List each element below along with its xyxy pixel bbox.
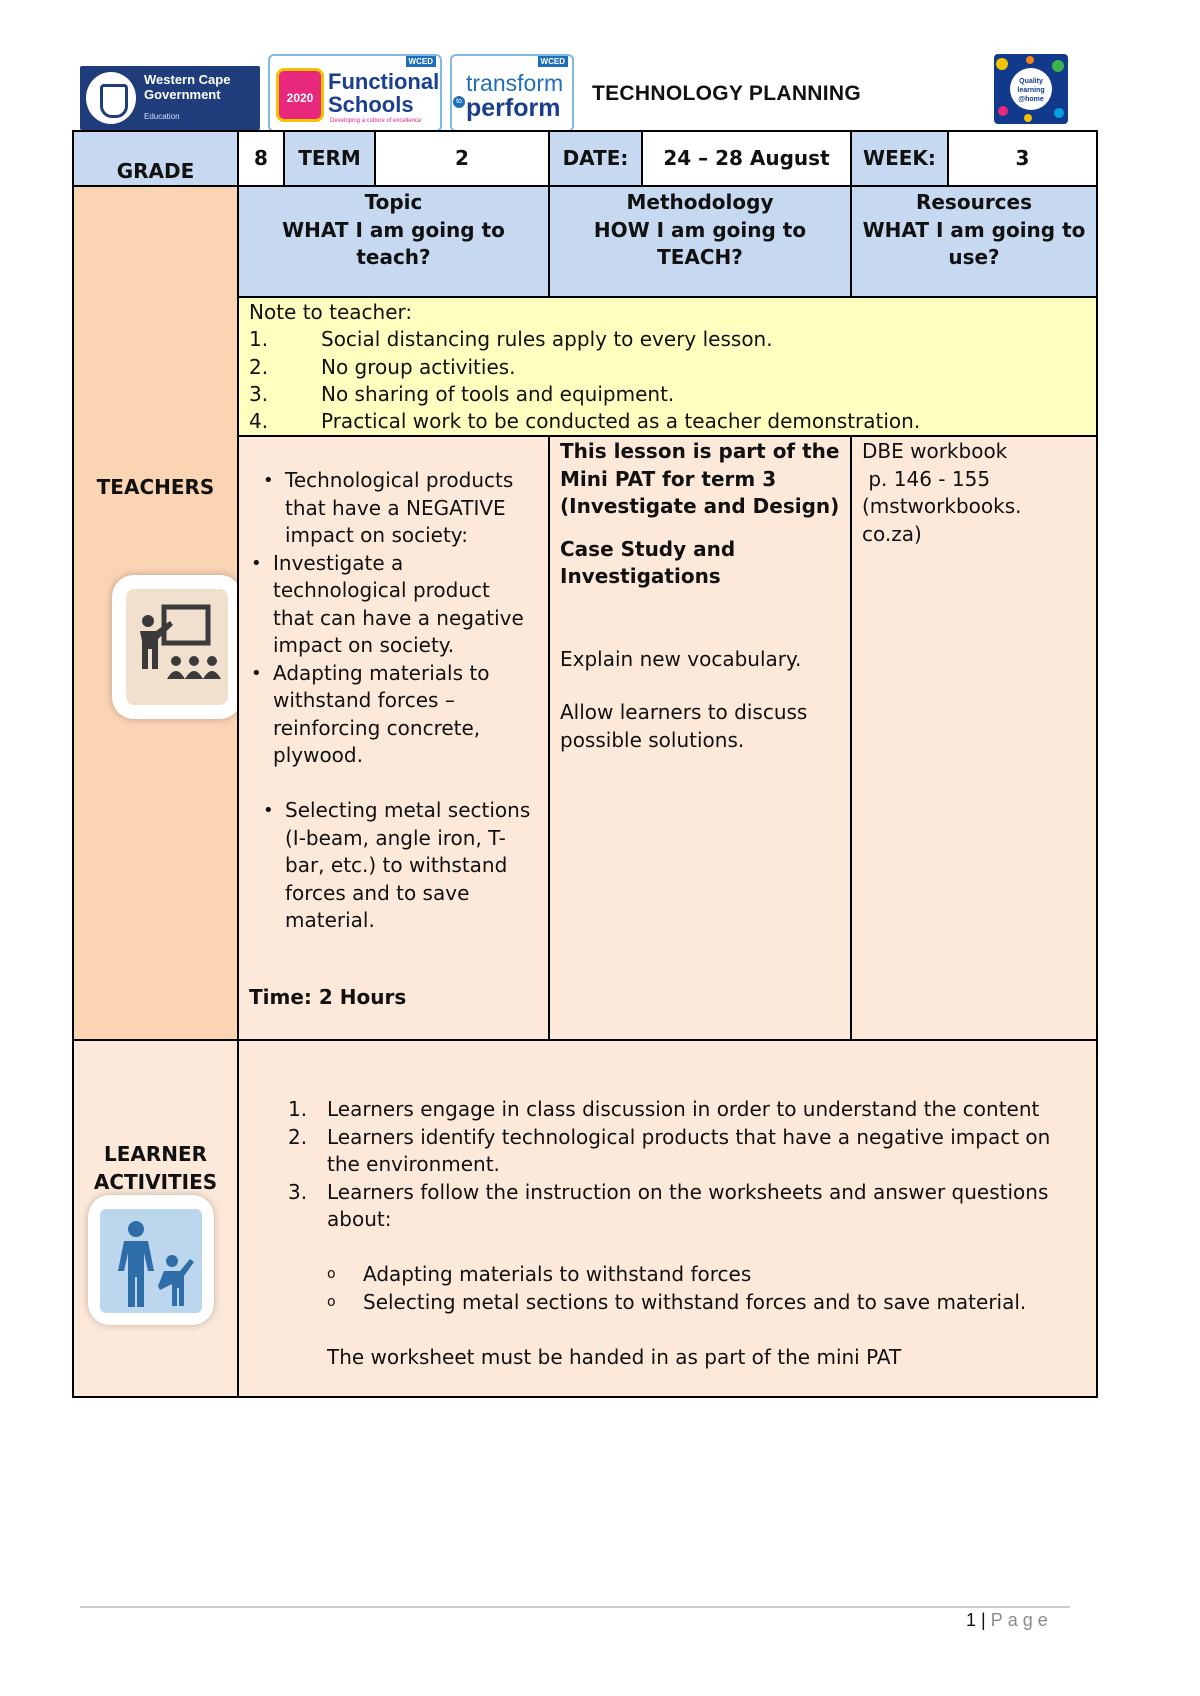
teachers-label: TEACHERS (96, 475, 215, 499)
note-item-text: Practical work to be conducted as a teacher demonstration. (321, 409, 921, 434)
note-item (249, 408, 920, 435)
learner-activities-list (288, 1096, 1088, 1371)
note-item (249, 354, 920, 381)
learner-icon-card (88, 1195, 214, 1325)
ql-badge (1010, 68, 1052, 110)
methodology-intro: This lesson is part of the (560, 439, 840, 463)
coat-of-arms-icon (84, 70, 138, 126)
resources-content (862, 438, 1021, 548)
wcg-line2: Government (144, 87, 221, 102)
note-item (249, 381, 920, 408)
learner-subitem-text: Selecting metal sections to withstand forces and to save material. (363, 1289, 1027, 1314)
term-value: 2 (455, 146, 469, 170)
fs-tag: WCED (406, 56, 436, 67)
teacher-icon-card (112, 575, 242, 719)
methodology-case: Investigations (560, 564, 721, 588)
note-item-text: Social distancing rules apply to every lesson. (321, 327, 773, 352)
tp-to: to (453, 96, 465, 108)
date-value-cell (641, 130, 852, 187)
wcg-line1: Western Cape (144, 72, 231, 87)
methodology-header-line: HOW I am going to (593, 217, 807, 242)
methodology-step: possible solutions. (560, 727, 745, 752)
methodology-header-line: Methodology (626, 190, 774, 214)
tp-tag: WCED (538, 56, 568, 67)
decor-dot (996, 58, 1008, 70)
date-value: 24 – 28 August (663, 146, 830, 170)
topic-item: • Selecting metal sections (I-beam, angle iron, T-bar, etc.) to withstand forces and to save material. (285, 797, 533, 935)
fs-title (328, 70, 439, 116)
term-label-cell (283, 130, 376, 187)
hollow-bullet-icon: o (327, 1293, 336, 1310)
resources-header-line: Resources (915, 190, 1033, 214)
fs-year: 2020 (276, 68, 324, 122)
footer-separator: | (981, 1610, 986, 1630)
resources-header-cell (850, 185, 1098, 298)
note-item-number: 3. (249, 381, 269, 406)
note-heading: Note to teacher: (249, 300, 413, 324)
page-word: Page (990, 1610, 1053, 1630)
decor-dot (1054, 108, 1064, 118)
date-label: DATE: (562, 146, 629, 170)
ql-text2: learning (1017, 87, 1045, 94)
wcg-logo-text (144, 72, 230, 102)
ql-text1: Quality (1019, 78, 1043, 85)
western-cape-government-logo (80, 66, 260, 130)
topic-item: • Investigate a technological product that can have a negative impact on society. (273, 550, 533, 660)
topic-item: • Technological products that have a NEGATIVE impact on society: (285, 467, 533, 550)
date-label-cell (548, 130, 643, 187)
term-label: TERM (298, 146, 361, 170)
resources-line: DBE workbook (862, 439, 1008, 463)
methodology-content (560, 438, 850, 754)
resources-line: (mstworkbooks. (862, 494, 1022, 518)
resources-header-line: WHAT I am going to (862, 217, 1086, 242)
topic-item: • Adapting materials to withstand forces – reinforcing concrete, plywood. (273, 660, 533, 770)
page-number: 1 (966, 1610, 977, 1630)
topic-header-line: teach? (356, 245, 431, 269)
note-item-number: 4. (249, 409, 269, 434)
topic-header-cell (237, 185, 550, 298)
resources-line: p. 146 - 155 (862, 466, 991, 491)
transform-to-perform-logo (450, 54, 574, 132)
grade-value-cell (237, 130, 285, 187)
topic-header-line: Topic (364, 190, 423, 214)
learner-activities-label-cell (72, 1039, 239, 1398)
wcg-sub: Education (144, 112, 180, 121)
decor-dot (1026, 56, 1034, 64)
decor-dot (1052, 60, 1064, 72)
topic-content-cell (237, 435, 550, 1041)
note-to-teacher-cell (237, 296, 1098, 437)
time-allocation: Time: 2 Hours (249, 985, 407, 1009)
term-value-cell (374, 130, 550, 187)
learner-activity-item (288, 1096, 1088, 1124)
tp-line2: perform (466, 94, 561, 122)
week-value-cell (947, 130, 1098, 187)
teachers-label-cell (72, 185, 239, 1041)
learner-activity-item (288, 1179, 1088, 1234)
learner-activity-text: Learners identify technological products that have a negative impact on the environment. (327, 1124, 1051, 1176)
fs-title1: Functional (328, 69, 440, 94)
resources-header-line: use? (948, 245, 1000, 269)
teacher-presentation-icon (112, 575, 242, 719)
fs-sub: Developing a culture of excellence (330, 118, 422, 124)
tp-line1: transform (466, 70, 564, 96)
topic-header (239, 187, 548, 272)
note-item-number: 2. (249, 354, 269, 379)
footer-divider (80, 1606, 1070, 1608)
learner-subitem-text: Adapting materials to withstand forces (363, 1262, 752, 1286)
topic-list (273, 467, 533, 935)
parent-child-icon (88, 1195, 214, 1325)
learner-activities-content-cell (237, 1039, 1098, 1398)
grade-label-cell (72, 130, 239, 187)
methodology-intro: (Investigate and Design) (560, 494, 840, 518)
hollow-bullet-icon: o (327, 1266, 336, 1282)
methodology-case: Case Study and (560, 536, 736, 561)
methodology-header-line: TEACH? (657, 245, 743, 269)
learner-activity-text: Learners engage in class discussion in order to understand the content (327, 1097, 1040, 1121)
week-label: WEEK: (863, 146, 936, 170)
decor-dot (1024, 114, 1032, 122)
methodology-step: Explain new vocabulary. (560, 646, 802, 671)
note-item (249, 326, 920, 353)
methodology-header-cell (548, 185, 852, 298)
methodology-intro: Mini PAT for term 3 (560, 466, 777, 491)
grade-value: 8 (254, 146, 268, 170)
learner-subitem (288, 1289, 1088, 1317)
note-item-text: No sharing of tools and equipment. (321, 381, 675, 406)
learner-activity-number: 3. (288, 1179, 308, 1204)
learner-activity-number: 2. (288, 1124, 308, 1149)
methodology-content-cell (548, 435, 852, 1041)
learner-label-line: ACTIVITIES (93, 1169, 218, 1194)
resources-header (852, 187, 1096, 272)
learner-activities-label (74, 1141, 237, 1196)
week-value: 3 (1015, 146, 1030, 170)
learner-subitem (288, 1261, 1088, 1289)
ql-text3: @home (1018, 96, 1044, 103)
note-item-text: No group activities. (321, 354, 516, 379)
grade-label: GRADE (116, 159, 195, 183)
page-footer (966, 1610, 1053, 1631)
learner-label-line: LEARNER (103, 1142, 208, 1166)
week-label-cell (850, 130, 949, 187)
fs-title2: Schools (328, 92, 414, 117)
page-title: TECHNOLOGY PLANNING (592, 82, 861, 105)
methodology-header (550, 187, 850, 272)
topic-header-line: WHAT I am going to (282, 217, 505, 242)
learner-activity-item (288, 1124, 1088, 1179)
note-to-teacher (249, 299, 920, 435)
resources-content-cell (850, 435, 1098, 1041)
learner-closing-note: The worksheet must be handed in as part of the mini PAT (327, 1344, 902, 1369)
functional-schools-logo (268, 54, 442, 132)
learner-activity-text: Learners follow the instruction on the worksheets and answer questions about: (327, 1179, 1049, 1231)
methodology-step: Allow learners to discuss (560, 700, 808, 724)
quality-learning-at-home-logo (994, 54, 1068, 124)
resources-line: co.za) (862, 521, 922, 546)
decor-dot (998, 106, 1008, 116)
note-item-number: 1. (249, 327, 269, 352)
learner-activity-number: 1. (288, 1097, 308, 1121)
